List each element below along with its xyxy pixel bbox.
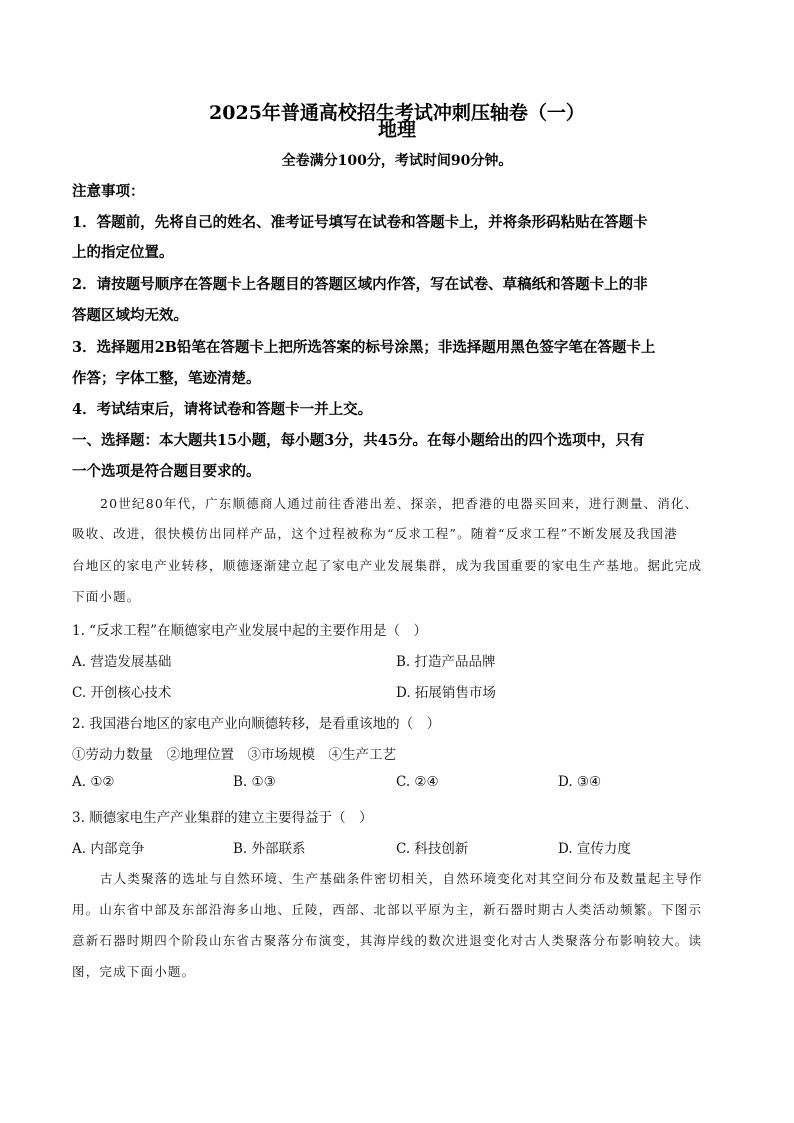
q2-option-d[interactable]: D. ③④ — [558, 774, 602, 790]
passage1-line-1: 20世纪80年代，广东顺德商人通过前往香港出差、探亲，把香港的电器买回来，进行测量、消化、 — [100, 496, 699, 511]
q1-stem: 1. “反求工程”在顺德家电产业发展中起的主要作用是（ ） — [72, 623, 427, 639]
notice-item-3-line-1: 3．选择题用2B铅笔在答题卡上把所选答案的标号涂黑；非选择题用黑色签字笔在答题卡上 — [72, 339, 656, 356]
q1-option-d[interactable]: D. 拓展销售市场 — [396, 685, 496, 701]
passage1-line-2: 吸收、改进，很快模仿出同样产品，这个过程被称为“反求工程”。随着“反求工程”不断发展及我国港 — [72, 526, 678, 541]
q3-option-d[interactable]: D. 宣传力度 — [558, 841, 631, 857]
q3-option-c[interactable]: C. 科技创新 — [396, 841, 469, 857]
notice-item-2-line-2: 答题区域均无效。 — [72, 307, 188, 324]
q2-numbered-items: ①劳动力数量 ②地理位置 ③市场规模 ④生产工艺 — [72, 747, 396, 763]
q2-option-b[interactable]: B. ①③ — [233, 774, 276, 790]
q3-option-a[interactable]: A. 内部竞争 — [72, 841, 145, 857]
q3-stem: 3. 顺德家电生产产业集群的建立主要得益于（ ） — [72, 810, 373, 826]
exam-title: 2025年普通高校招生考试冲刺压轴卷（一） — [209, 102, 585, 124]
q2-option-a[interactable]: A. ①② — [72, 774, 115, 790]
passage1-line-4: 下面小题。 — [72, 589, 141, 604]
notice-item-3-line-2: 作答；字体工整，笔迹清楚。 — [72, 370, 261, 387]
notice-heading: 注意事项： — [72, 183, 145, 200]
q2-option-c[interactable]: C. ②④ — [396, 774, 439, 790]
passage2-line-3: 意新石器时期四个阶段山东省古聚落分布演变，其海岸线的数次进退变化对古人类聚落分布影响较大。读 — [72, 933, 703, 948]
notice-item-1-line-2: 上的指定位置。 — [72, 244, 174, 261]
q2-stem: 2. 我国港台地区的家电产业向顺德转移，是看重该地的（ ） — [72, 716, 441, 732]
passage1-line-3: 台地区的家电产业转移，顺德逐渐建立起了家电产业发展集群，成为我国重要的家电生产基地。据此完成 — [72, 558, 703, 573]
score-time-line: 全卷满分100分，考试时间90分钟。 — [281, 153, 513, 169]
notice-item-2-line-1: 2．请按题号顺序在答题卡上各题目的答题区域内作答，写在试卷、草稿纸和答题卡上的非 — [72, 276, 648, 293]
passage2-line-2: 用。山东省中部及东部沿海多山地、丘陵，西部、北部以平原为主，新石器时期古人类活动频繁。下图示 — [72, 902, 703, 917]
passage2-line-4: 图，完成下面小题。 — [72, 964, 196, 979]
q3-option-b[interactable]: B. 外部联系 — [233, 841, 306, 857]
section1-instruction-line-2: 一个选项是符合题目要求的。 — [72, 463, 261, 480]
q1-option-b[interactable]: B. 打造产品品牌 — [396, 654, 496, 670]
subject-title: 地理 — [377, 119, 416, 141]
q1-option-a[interactable]: A. 营造发展基础 — [72, 654, 172, 670]
notice-item-4: 4．考试结束后，请将试卷和答题卡一并上交。 — [72, 401, 373, 418]
section1-instruction-line-1: 一、选择题：本大题共15小题，每小题3分，共45分。在每小题给出的四个选项中，只有 — [72, 432, 645, 449]
q1-option-c[interactable]: C. 开创核心技术 — [72, 685, 172, 701]
passage2-line-1: 古人类聚落的选址与自然环境、生产基础条件密切相关，自然环境变化对其空间分布及数量起主导作 — [100, 871, 703, 886]
notice-item-1-line-1: 1．答题前，先将自己的姓名、准考证号填写在试卷和答题卡上，并将条形码粘贴在答题卡 — [72, 214, 648, 231]
